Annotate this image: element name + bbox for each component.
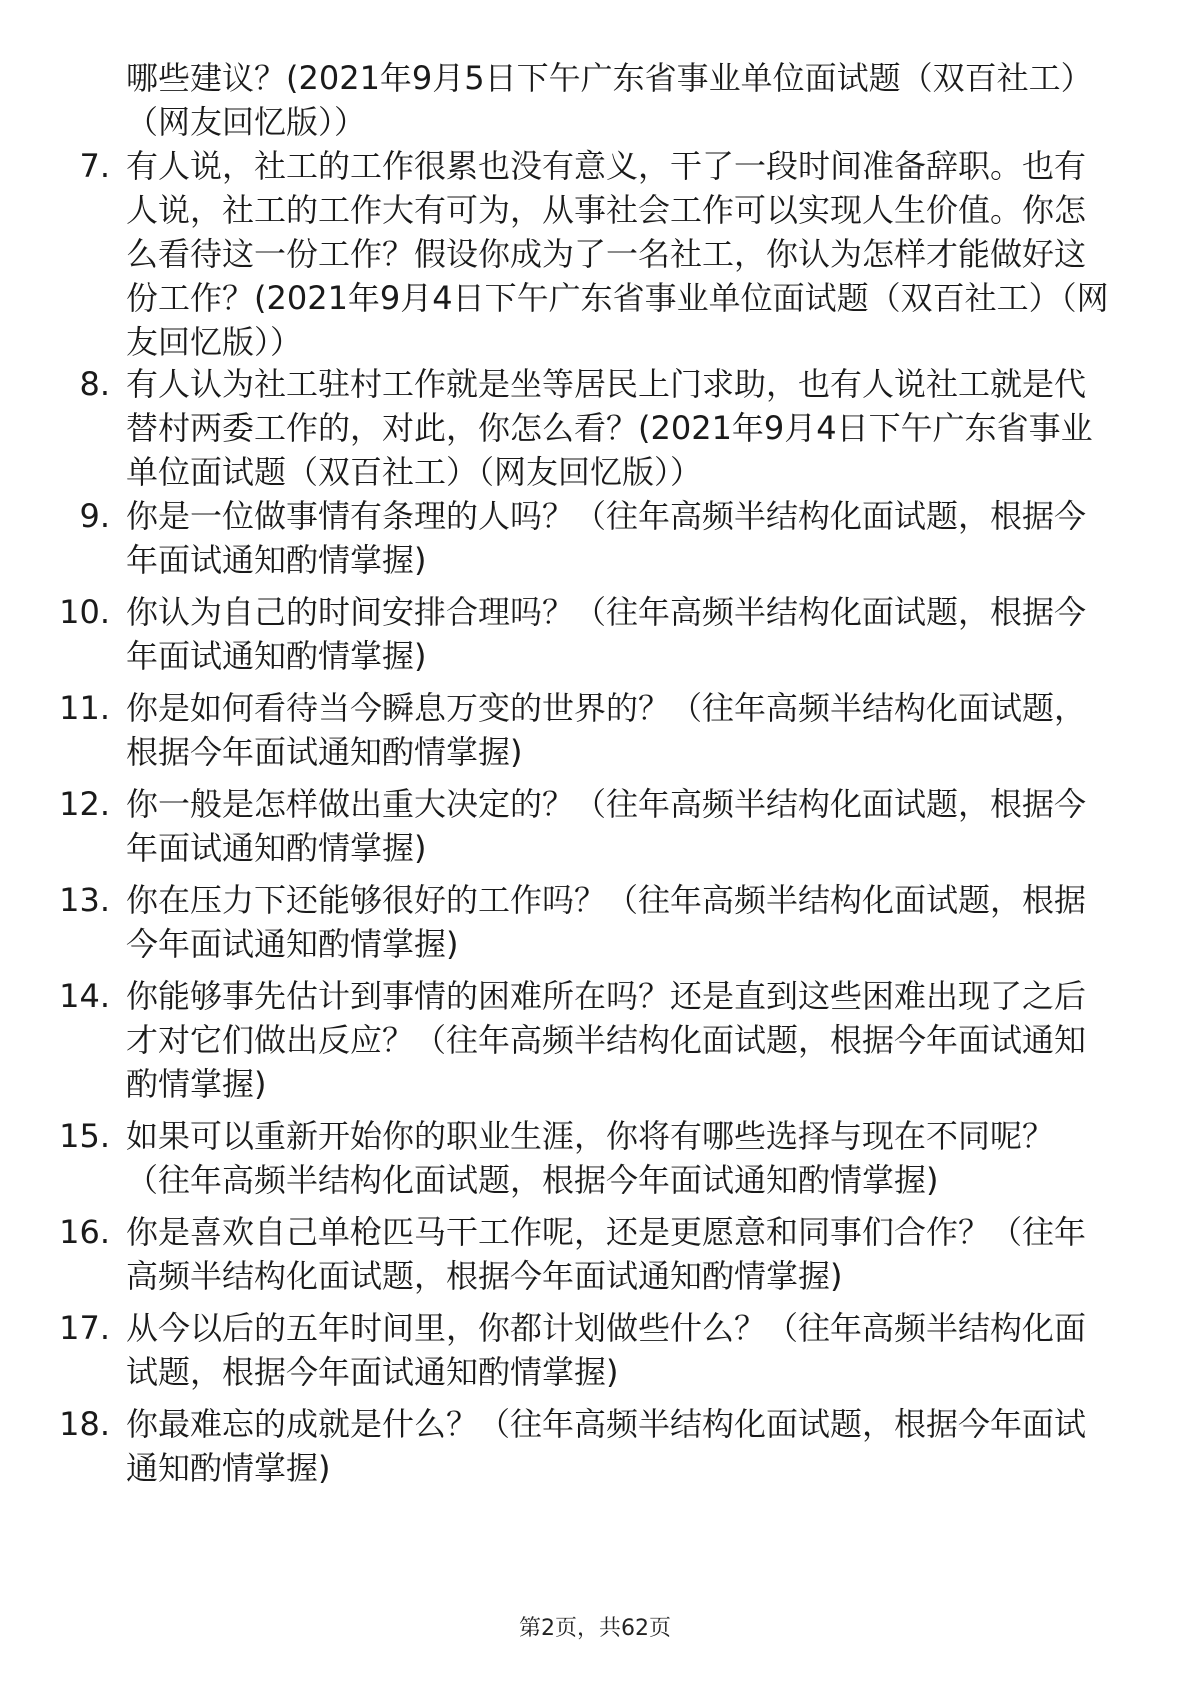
item-number: 15. (59, 1117, 110, 1155)
item-number: 7. (79, 147, 110, 185)
item-number: 13. (59, 881, 110, 919)
item-text: 你一般是怎样做出重大决定的？（往年高频半结构化面试题，根据今年面试通知酌情掌握) (126, 785, 1087, 867)
item-number: 12. (59, 785, 110, 823)
item-text: 你是喜欢自己单枪匹马干工作呢，还是更愿意和同事们合作？（往年高频半结构化面试题，根据今年面试通知酌情掌握) (126, 1213, 1087, 1295)
item-number: 14. (59, 977, 110, 1015)
item-text: 你是一位做事情有条理的人吗？（往年高频半结构化面试题，根据今年面试通知酌情掌握) (126, 497, 1087, 579)
continuation-text: 哪些建议？(2021年9月5日下午广东省事业单位面试题（双百社工）（网友回忆版）） (126, 59, 1093, 141)
item-number: 8. (79, 365, 110, 403)
item-number: 10. (59, 593, 110, 631)
item-text: 你最难忘的成就是什么？（往年高频半结构化面试题，根据今年面试通知酌情掌握) (126, 1405, 1087, 1487)
item-text: 你是如何看待当今瞬息万变的世界的？（往年高频半结构化面试题，根据今年面试通知酌情掌握) (126, 689, 1087, 771)
item-number: 17. (59, 1309, 110, 1347)
item-text: 你能够事先估计到事情的困难所在吗？还是直到这些困难出现了之后才对它们做出反应？（往年高频半结构化面试题，根据今年面试通知酌情掌握) (126, 977, 1087, 1103)
item-text: 从今以后的五年时间里，你都计划做些什么？（往年高频半结构化面试题，根据今年面试通知酌情掌握) (126, 1309, 1087, 1391)
item-text: 你认为自己的时间安排合理吗？（往年高频半结构化面试题，根据今年面试通知酌情掌握) (126, 593, 1087, 675)
item-number: 16. (59, 1213, 110, 1251)
item-number: 11. (59, 689, 110, 727)
item-text: 你在压力下还能够很好的工作吗？（往年高频半结构化面试题，根据今年面试通知酌情掌握) (126, 881, 1087, 963)
page-number-footer: 第2页，共62页 (519, 1616, 671, 1641)
item-text: 如果可以重新开始你的职业生涯，你将有哪些选择与现在不同呢？（往年高频半结构化面试题，根据今年面试通知酌情掌握) (126, 1117, 1055, 1199)
item-number: 9. (79, 497, 110, 535)
item-number: 18. (59, 1405, 110, 1443)
item-text: 有人认为社工驻村工作就是坐等居民上门求助，也有人说社工就是代替村两委工作的，对此，你怎么看？(2021年9月4日下午广东省事业单位面试题（双百社工）（网友回忆版）） (126, 365, 1093, 491)
item-text: 有人说，社工的工作很累也没有意义，干了一段时间准备辞职。也有人说，社工的工作大有可为，从事社会工作可以实现人生价值。你怎么看待这一份工作？假设你成为了一名社工，你认为怎样才能做好这份工作？(2021年9月4日下午广东省事业单位面试题（双百社工）（网友回忆版）） (126, 147, 1109, 361)
